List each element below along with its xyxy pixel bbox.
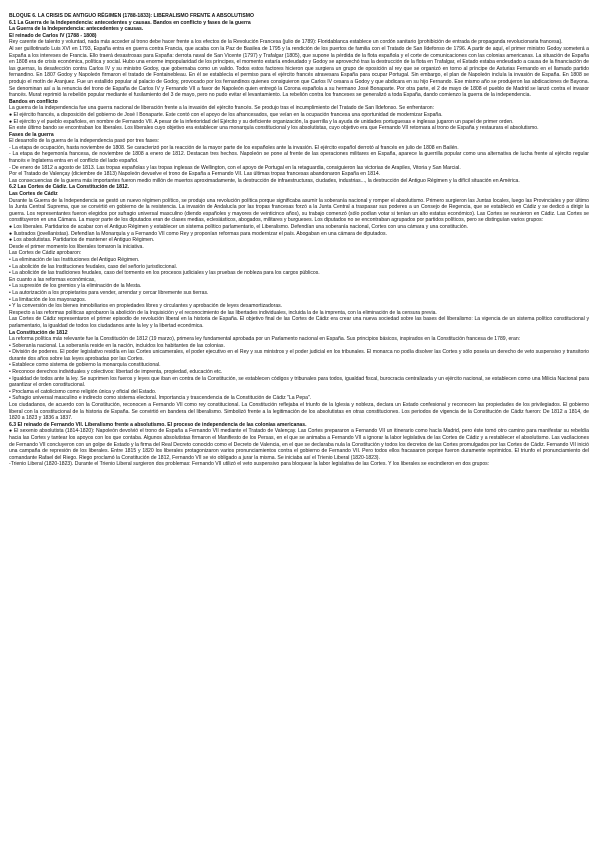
body-paragraph: • Soberanía nacional. La soberanía reside en la nación, incluidos los habitantes de las colonias. (9, 342, 225, 349)
body-paragraph: En este último bando se encontraban los liberales. Los liberales cuyo objetivo era establecer una monarquía constitucional y los absolutistas, cuyo objetivo era que Fernando VII retornara al trono de España y restaurara el absolutismo. (9, 125, 539, 132)
body-paragraph: ● El sexenio absolutista (1814-1820): Napoleón devolvió el trono de España a Fernando VII mediante el Tratado de Valençay. Las Cortes prepararon a Fernando VII un itinerario como hacía Madrid, pero éste tomó otro camino para manifestar su rebeldía hacia las Cortes y tantear los apoyos con los que contaba. Algunos absolutistas firmaron el Manifiesto de los Persas, en el que se animaba a Fernando VII a ignorar la labor legislativa de las Cortes de Cádiz y a restablecer el absolutismo. Las vacilaciones de Fernando VII concluyeron con un golpe de Estado y la firma del Real Decreto conocido como el Decreto de Valencia, en el que se declaraba nula la Constitución y todos los decretos de las Cortes promulgados por las Cortes de Cádiz. Fernando VII inició una campaña de represión de los liberales. Entre 1815 y 1820 los liberales protagonizaron varios pronunciamientos contra el gobierno de Fernando VII. Pero todos ellos fracasaron porque fueron duramente reprimidos. El triunfo el pronunciamiento del comandante Rafael del Riego. Riego proclamó la Constitución de 1812, Fernando VII se vio obligado a jurar la misma. Se iniciaba así el Trienio Liberal (1820-1823). (9, 428, 589, 461)
section-heading: 6.3 El reinado de Fernando VII. Liberalismo frente a absolutismo. El proceso de independencia de las colonias americanas. (9, 421, 307, 428)
body-paragraph: • Proclama el catolicismo como religión única y oficial del Estado. (9, 388, 157, 395)
body-paragraph: Al ser guillotinado Luis XVI en 1793, España entra en guerra contra Francia, que acaba con la Paz de Basilea de 1795 y la rendición de los puertos de familia con el Tratado de San Ildefonso de 1796. A partir de aquí, el primer ministro Godoy someterá a España a los intereses de Francia. Ello traerá desastrosas para España: derrota naval de San Vicente (1797) y Trafalgar (1805), que supone la pérdida de la flota española y el corte de comunicaciones con las colonias americanas. La situación de España en 1808 era de crisis económica, política y social. Hubo una enorme impopularidad de los príncipes, el momento estaría endeudado y Godoy se aprovechó tras la destrucción de la flota en Trafalgar, el Estado estaba endeudado a causa de la financiación de las guerras, la desafección contra Carlos IV y su ministro Godoy, que gobernaba como un valido. Todos estos factores hicieron que surgiera un grupo de oposición al rey que se organizó en torno al príncipe de Asturias Fernando en el llamado partido fernandino. En 1807 Godoy y Napoleón firmaron el tratado de Fontainebleau. En él se establecía el permiso para el ejército francés atravesara España para ocupar Portugal. Sin embargo, el plan de Napoleón incluía la invasión de España. En 1808 se produjo el motín de Aranjuez. Fue un estallido popular al palacio de Godoy, provocado por los fernandinos quienes consiguieron que Carlos IV cesara a Godoy y que abdicara en su hijo Fernando. Ese mismo año se produjeron las abdicaciones de Bayona. Se denominan así a la renuncia del trono de España de Carlos IV y Fernando VII a favor de Napoleón quien entregó la Corona española a su hermano José Bonaparte. Por otra parte, el 2 de mayo de 1808 el pueblo de Madrid se lanzó contra el invasor francés. Murat reprimió la rebelión popular mediante el fusilamiento del 3 de mayo, pero no pudo evitar el levantamiento. La rebelión contra los franceses se generalizó a toda España, dando comienzo la guerra de la independencia. (9, 45, 589, 99)
section-heading: Fases de la guerra (9, 131, 54, 138)
section-heading: El reinado de Carlos IV (1788 - 1808) (9, 32, 97, 39)
document-body (9, 13, 589, 468)
body-paragraph: • División de poderes. El poder legislativo residía en las Cortes unicamerales, el poder ejecutivo en el Rey y sus ministros y el poder judicial en los tribunales. El monarca no podía disolver las Cortes y sólo poseía un derecho de veto suspensivo y transitorio durante dos años sobre las leyes aprobadas por las Cortes. (9, 349, 589, 362)
body-paragraph: Los ciudadanos, de acuerdo con la Constitución, reconocen a Fernando VII como rey constitucional. La Constitución reflejaba el triunfo de la Iglesia y nobleza, declara un Estado confesional y reconocen las propiedades de los privilegiados. El gobierno liberal con la constitucional de la historia de España. Se convirtió en bandera del liberalismo. Simbolizó frente a la legitimación de los absolutistas en otras constituciones. Los periodos de vigencia de la Constitución de Cádiz fueron: De 1812 a 1814, de 1820 a 1823 y 1836 a 1837. (9, 402, 589, 422)
section-heading: Bandos en conflicto (9, 98, 58, 105)
body-paragraph: • La autorización a los propietarios para vender, arrendar y cercar libremente sus tierras. (9, 289, 209, 296)
body-paragraph: • La eliminación de las Instituciones del Antiguo Régimen. (9, 256, 140, 263)
body-paragraph: El desarrollo de la guerra de la independencia pasó por tres fases: (9, 138, 160, 145)
document-title: BLOQUE 6. LA CRISIS DE ANTIGUO RÉGIMEN (1788-1833): LIBERALISMO FRENTE A ABSOLUTISMO (9, 13, 254, 19)
body-paragraph: • La supresión de los gremios y la eliminación de la Mesta. (9, 283, 142, 290)
body-paragraph: • La abolición de las tradiciones feudales, caso del tormento en los procesos judiciales y las pruebas de nobleza para los cargos públicos. (9, 270, 320, 277)
body-paragraph: Las Cortes de Cádiz representaron el primer episodio de revolución liberal en la historia de España. El objetivo final de las Cortes de Cádiz era crear una nueva sociedad sobre las bases del liberalismo: La vigencia de un sistema político constitucional y parlamentario, la igualdad de todos los ciudadanos ante la ley y la libertad económica. (9, 316, 589, 329)
body-paragraph: -Trienio Liberal (1820-1823). Durante el Trienio Liberal surgieron dos problemas: Fernando VII utilizó el veto suspensivo para bloquear la labor legislativa de las Cortes. Y los liberales se escindieron en dos grupos: (9, 461, 490, 468)
body-paragraph: ● Los absolutistas. Partidarios de mantener el Antiguo Régimen. (9, 237, 155, 244)
section-heading: Las Cortes de Cádiz (9, 191, 58, 198)
body-paragraph: Desde el primer momento los liberales tomaron la iniciativa. (9, 243, 144, 250)
body-paragraph: • Y la conversión de los bienes inmobiliarios en propiedades libres y circulantes y aprobación de leyes desamortizadoras. (9, 303, 283, 310)
body-paragraph: ● El ejército francés, a disposición del gobierno de José I Bonaparte. Este contó con el apoyo de los afrancesados, que veían en la ocupación francesa una oportunidad de modernizar España. (9, 111, 443, 118)
body-paragraph: Las consecuencias de la guerra más importantes fueron medio millón de muertos aproximadamente, la destrucción de infraestructuras, ciudades, industrias..., la destrucción del Antiguo Régimen y la difícil situación en América. (9, 177, 520, 184)
section-heading: 6.2 Las Cortes de Cádiz. La Constitución de 1812. (9, 184, 130, 191)
body-paragraph: ● El ejército y el pueblo españoles, en nombre de Fernando VII. A pesar de la inferioridad del Ejército y su deficiente organización, la guerrilla y la ayuda de unidades portuguesas e inglesas jugaron un papel de primer orden. (9, 118, 514, 125)
section-heading: La Guerra de la Independencia: antecedentes y causas. (9, 26, 144, 33)
body-paragraph: • La abolición de las Instituciones feudales, caso del señorío jurisdiccional. (9, 263, 177, 270)
body-paragraph: Las Cortes de Cádiz aprobaron: (9, 250, 82, 257)
section-heading: 6.1 La Guerra de la Independencia: antecedentes y causas. Bandos en conflicto y fases de la guerra (9, 19, 251, 26)
body-paragraph: ● Los liberales. Partidarios de acabar con el Antiguo Régimen y establecer un sistema político parlamentario, el Liberalismo. Defendían una soberanía nacional, Cortes con una cámara y una constitución. (9, 224, 468, 230)
body-paragraph: • Igualdad de todos ante la ley. Se suprimen los fueros y leyes que iban en contra de la Constitución, se establecen códigos y tribunales para todos, igualdad fiscal, burocracia centralizada y un ejército nacional, se establecen como una Milicia Nacional para garantizar el orden constitucional. (9, 375, 589, 389)
section-heading: La Constitución de 1812 (9, 329, 68, 336)
body-paragraph: ● Ilustrados (jovellanistas). Defendían la Monarquía y a Fernando VII como Rey y proponían reformas para modernizar el país. Abogaban en una cámara de diputados. (9, 230, 387, 237)
body-paragraph: La reforma política más relevante fue la Constitución de 1812 (19 marzo), primera ley fundamental aprobada por un Parlamento nacional en España. Sus principios básicos, inspirados en la Constitución francesa de 1789, eran: (9, 336, 521, 343)
body-paragraph: Por el Tratado de Valençay (diciembre de 1813) Napoleón devuelve el trono de España a Fernando VII. Las últimas tropas francesas abandonaron España en 1814. (9, 171, 381, 178)
body-paragraph: - La etapa de hegemonía francesa, de noviembre de 1808 a enero de 1812. Destacan tres hechos. Napoleón se pone al frente de las operaciones militares en España, aparece la guerrilla popular como una alternativa de lucha frente al ejército regular francés e Inglaterra entra en el conflicto del lado español. (9, 151, 589, 165)
body-paragraph: • Reconoce derechos individuales y colectivos: libertad de imprenta, propiedad, educación etc. (9, 369, 223, 376)
body-paragraph: • Establece como sistema de gobierno la monarquía constitucional. (9, 362, 161, 369)
body-paragraph: - La etapa de ocupación, hasta noviembre de 1808. Se caracterizó por la reacción de la mayor parte de los españoles ante la invasión. El ejército español derrotó al francés en julio de 1808 en Bailén. (9, 144, 459, 151)
body-paragraph: Rey carente de talento y voluntad, nada más acceder al trono debe hacer frente a los efectos de la Revolución Francesa (julio de 1789): Floridablanca establece un cordón sanitario (prohibición de entrada de propaganda revolucionaria francesa). (9, 39, 563, 46)
body-paragraph: La guerra de la independencia fue una guerra nacional de liberación frente a la invasión del ejército francés. Se produjo tras el incumplimiento del Tratado de San Ildefonso. Se enfrentaron: (9, 105, 435, 112)
body-paragraph: Respecto a las reformas políticas aprobaron la abolición de la Inquisición y el reconocimiento de las libertades individuales, incluida la de la imprenta, con la eliminación de la censura previa. (9, 309, 437, 316)
body-paragraph: - De enero de 1812 a agosto de 1813. Las tropas españolas y las tropas inglesas de Wellington, con el apoyo de Portugal en la retaguardia, consiguieron las victorias de Arapiles, Vitoria y San Marcial. (9, 164, 461, 171)
body-paragraph: • La limitación de los mayorazgos. (9, 296, 87, 303)
body-paragraph: • Sufragio universal masculino e indirecto como sistema electoral. Importancia y trascendencia de la Constitución de Cádiz "La Pepa". (9, 395, 312, 402)
body-paragraph: Durante la Guerra de la Independencia se gestó un nuevo régimen político, se produjo una revolución política porque significaba asumir la soberanía nacional y romper el absolutismo. Primero surgieron las Juntas locales, luego las Provinciales y por último la Junta Central Suprema, que se convirtió en gobierno de la resistencia. La invasión de Andalucía por las tropas francesas forzó a la Junta Central a traspasar sus poderes a un Consejo de Regencia, que se estableció en Cádiz y se dedicó a dirigir la guerra. Los representantes fueron elegidos por sufragio universal masculino (diendo españoles y mayores de veinticinco años), su trabajo comenzó (sólo podían votar si tenían un alto estatus económico). Las Cortes se reunieron en Cádiz. Las Cortes se constituyeron en una Cámara. La mayor parte de los diputados eran de clases medias, eclesiásticos, abogados, militares y burgueses. Los diputados no se encontraban agrupados por partidos políticos, pero se distinguían varios grupos: (9, 197, 589, 224)
body-paragraph: En cuanto a las reformas económicas, (9, 276, 96, 283)
